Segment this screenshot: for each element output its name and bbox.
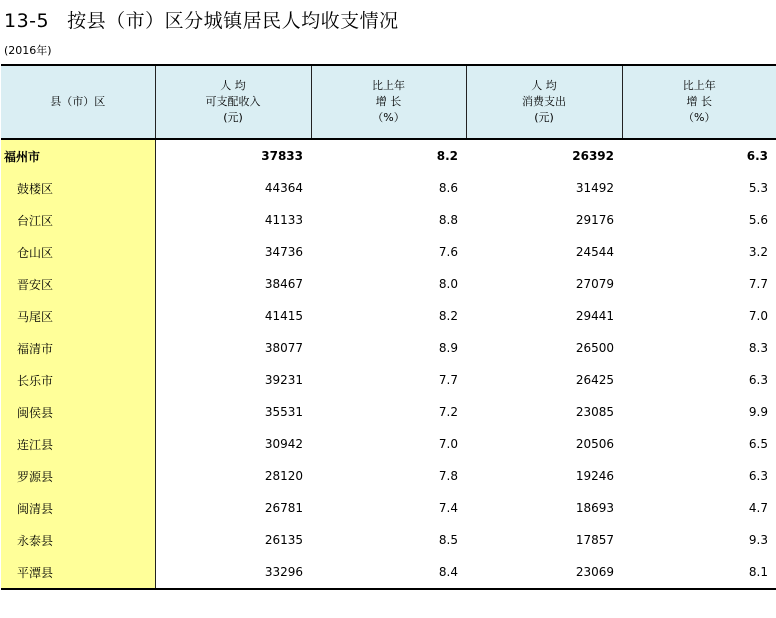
region-name-cell: 晋安区 xyxy=(1,268,155,300)
table-body xyxy=(1,139,776,589)
consumption-growth-cell: 6.3 xyxy=(746,149,768,163)
income-growth-cell: 7.8 xyxy=(438,469,458,483)
income-growth-cell: 8.4 xyxy=(438,565,458,579)
income-cell: 35531 xyxy=(264,405,303,419)
consumption-cell: 19246 xyxy=(575,469,614,483)
header-line: 可支配收入 xyxy=(205,95,261,108)
table-row-total xyxy=(1,139,776,172)
income-growth-cell: 8.2 xyxy=(436,149,458,163)
header-line: 增 长 xyxy=(686,95,712,108)
income-growth-cell: 7.6 xyxy=(438,245,458,259)
table-row xyxy=(1,204,776,236)
income-cell: 41415 xyxy=(264,309,303,323)
region-name-cell: 台江区 xyxy=(1,204,155,236)
consumption-growth-cell: 6.3 xyxy=(748,373,768,387)
consumption-cell: 26392 xyxy=(572,149,614,163)
table-row xyxy=(1,396,776,428)
income-growth-cell: 8.8 xyxy=(438,213,458,227)
consumption-cell: 17857 xyxy=(575,533,614,547)
income-growth-cell: 7.7 xyxy=(438,373,458,387)
header-line: (元) xyxy=(223,111,243,124)
consumption-cell: 27079 xyxy=(575,277,614,291)
consumption-growth-cell: 4.7 xyxy=(748,501,768,515)
income-cell: 41133 xyxy=(264,213,303,227)
region-name-cell: 长乐市 xyxy=(1,364,155,396)
consumption-cell: 31492 xyxy=(575,181,614,195)
income-cell: 38467 xyxy=(264,277,303,291)
table-row xyxy=(1,524,776,556)
income-growth-cell: 8.0 xyxy=(438,277,458,291)
region-name-cell: 闽侯县 xyxy=(1,396,155,428)
income-growth-cell: 8.6 xyxy=(438,181,458,195)
header-income xyxy=(155,65,311,139)
region-name-cell: 连江县 xyxy=(1,428,155,460)
header-line: （%） xyxy=(683,111,716,124)
header-region xyxy=(1,65,155,139)
header-consumption xyxy=(466,65,622,139)
consumption-cell: 24544 xyxy=(575,245,614,259)
income-growth-cell: 7.2 xyxy=(438,405,458,419)
consumption-cell: 26425 xyxy=(575,373,614,387)
consumption-growth-cell: 7.7 xyxy=(748,277,768,291)
region-name-cell: 福清市 xyxy=(1,332,155,364)
header-line: 人 均 xyxy=(220,79,246,92)
year-note: (2016年) xyxy=(4,44,52,57)
consumption-cell: 18693 xyxy=(575,501,614,515)
data-table xyxy=(1,64,776,590)
consumption-growth-cell: 8.1 xyxy=(748,565,768,579)
header-line: (元) xyxy=(534,111,554,124)
income-growth-cell: 8.5 xyxy=(438,533,458,547)
consumption-growth-cell: 5.3 xyxy=(748,181,768,195)
income-cell: 44364 xyxy=(264,181,303,195)
table-number: 13-5 xyxy=(4,10,50,32)
income-growth-cell: 8.9 xyxy=(438,341,458,355)
income-cell: 33296 xyxy=(264,565,303,579)
income-cell: 38077 xyxy=(264,341,303,355)
region-name-cell: 鼓楼区 xyxy=(1,172,155,204)
consumption-cell: 23085 xyxy=(575,405,614,419)
region-name-cell: 福州市 xyxy=(1,139,155,172)
table-row xyxy=(1,556,776,589)
header-income-growth xyxy=(311,65,466,139)
consumption-growth-cell: 3.2 xyxy=(748,245,768,259)
region-name-cell: 永泰县 xyxy=(1,524,155,556)
consumption-cell: 23069 xyxy=(575,565,614,579)
consumption-cell: 29441 xyxy=(575,309,614,323)
consumption-cell: 26500 xyxy=(575,341,614,355)
consumption-growth-cell: 6.5 xyxy=(748,437,768,451)
income-cell: 28120 xyxy=(264,469,303,483)
consumption-growth-cell: 7.0 xyxy=(748,309,768,323)
header-line: 比上年 xyxy=(682,79,716,92)
header-row xyxy=(1,65,776,139)
header-consumption-growth xyxy=(622,65,776,139)
consumption-growth-cell: 9.9 xyxy=(748,405,768,419)
income-cell: 30942 xyxy=(264,437,303,451)
header-line: （%） xyxy=(372,111,405,124)
income-cell: 26135 xyxy=(264,533,303,547)
region-name-cell: 仓山区 xyxy=(1,236,155,268)
table-row xyxy=(1,268,776,300)
header-line: 消费支出 xyxy=(522,95,566,108)
income-cell: 26781 xyxy=(264,501,303,515)
table-row xyxy=(1,332,776,364)
income-growth-cell: 8.2 xyxy=(438,309,458,323)
income-growth-cell: 7.0 xyxy=(438,437,458,451)
consumption-growth-cell: 9.3 xyxy=(748,533,768,547)
header-line: 比上年 xyxy=(372,79,405,92)
header-line: 人 均 xyxy=(531,79,557,92)
consumption-cell: 29176 xyxy=(575,213,614,227)
table-row xyxy=(1,460,776,492)
table-row xyxy=(1,172,776,204)
consumption-cell: 20506 xyxy=(575,437,614,451)
consumption-growth-cell: 6.3 xyxy=(748,469,768,483)
income-growth-cell: 7.4 xyxy=(438,501,458,515)
income-cell: 34736 xyxy=(264,245,303,259)
table-row xyxy=(1,364,776,396)
table-row xyxy=(1,300,776,332)
region-name-cell: 罗源县 xyxy=(1,460,155,492)
table-row xyxy=(1,428,776,460)
table-row xyxy=(1,236,776,268)
region-name-cell: 闽清县 xyxy=(1,492,155,524)
header-line: 增 长 xyxy=(375,95,402,108)
page-title xyxy=(4,6,399,33)
header-line: 县（市）区 xyxy=(50,95,106,108)
table-title: 按县（市）区分城镇居民人均收支情况 xyxy=(67,10,399,32)
region-name-cell: 平潭县 xyxy=(1,556,155,589)
region-name-cell: 马尾区 xyxy=(1,300,155,332)
consumption-growth-cell: 8.3 xyxy=(748,341,768,355)
income-cell: 39231 xyxy=(264,373,303,387)
consumption-growth-cell: 5.6 xyxy=(748,213,768,227)
income-cell: 37833 xyxy=(261,149,303,163)
table-row xyxy=(1,492,776,524)
